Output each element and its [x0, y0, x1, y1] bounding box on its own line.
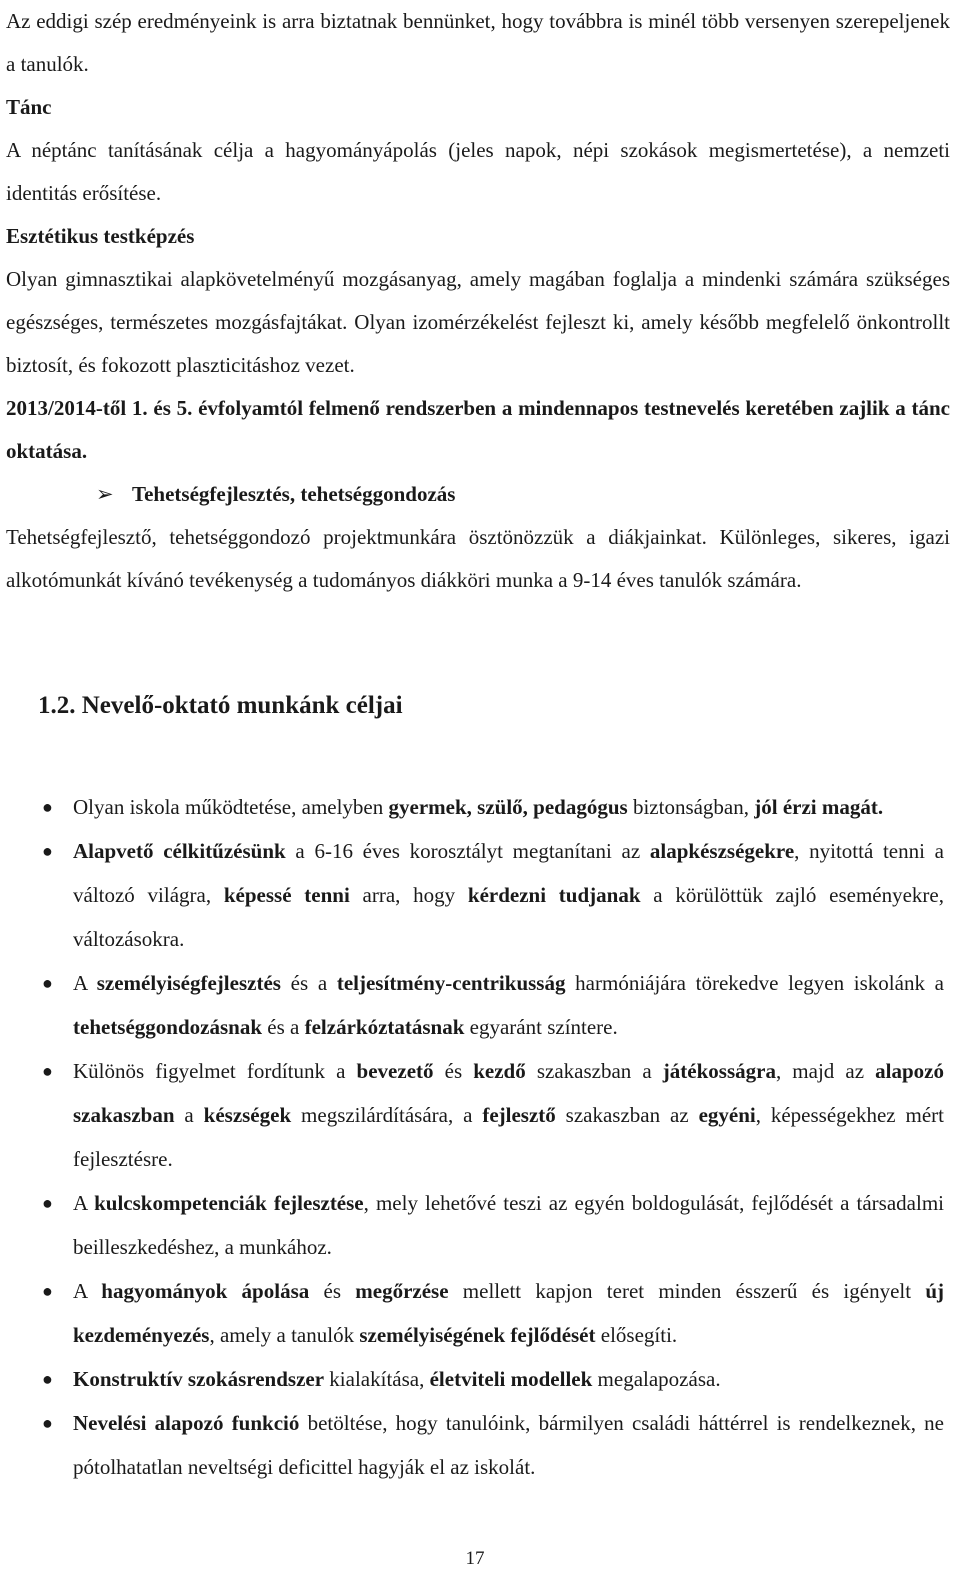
intro-paragraph: Az eddigi szép eredményeink is arra biztatnak bennünket, hogy továbbra is minél több versenyen szerepeljenek a tanulók.	[6, 9, 950, 76]
text-run: és a	[280, 971, 337, 995]
bold-text-run: kérdezni tudjanak	[467, 883, 641, 907]
bullet-dot-icon: ●	[42, 1413, 53, 1433]
bullet-dot-icon: ●	[42, 1369, 53, 1389]
text-run: A	[73, 1279, 102, 1303]
text-run: a 6-16 éves korosztályt megtanítani az	[285, 839, 650, 863]
bold-text-run: alapkészségekre	[649, 839, 795, 863]
bold-text-run: gyermek, szülő, pedagógus	[388, 795, 628, 819]
bold-text-run: új kezdeményezés	[73, 1279, 944, 1347]
bold-text-run: Konstruktív szokásrendszer	[73, 1367, 325, 1391]
text-run: , amely a tanulók	[209, 1323, 360, 1347]
bullet-dot-icon: ●	[42, 841, 53, 861]
heading-tehetsegfejlesztes-text: Tehetségfejlesztés, tehetséggondozás	[132, 482, 456, 506]
list-item	[0, 961, 944, 1049]
text-run: megalapozása.	[592, 1367, 721, 1391]
bold-text-run: Nevelési alapozó funkció	[73, 1411, 300, 1435]
text-run: és	[309, 1279, 356, 1303]
text-run: , majd az	[775, 1059, 876, 1083]
text-run: Olyan iskola működtetése, amelyben	[73, 795, 389, 819]
bullet-dot-icon: ●	[42, 1061, 53, 1081]
text-run: és	[433, 1059, 474, 1083]
list-item	[0, 829, 944, 961]
bold-text-run: kulcskompetenciák fejlesztése	[94, 1191, 364, 1215]
bold-text-run: alapozó szakaszban	[73, 1059, 944, 1127]
heading-tanc: Tánc	[6, 95, 52, 119]
bold-text-run: fejlesztő	[482, 1103, 556, 1127]
text-run: biztonságban,	[627, 795, 755, 819]
text-run: , mely lehetővé teszi az egyén boldogulását, fejlődését a társadalmi beilleszkedéshez, a munkához.	[73, 1191, 944, 1259]
bullet-dot-icon: ●	[42, 973, 53, 993]
list-item	[0, 1269, 944, 1357]
goals-list	[0, 785, 944, 1489]
bullet-dot-icon: ●	[42, 1281, 53, 1301]
text-run: megszilárdítására, a	[291, 1103, 483, 1127]
list-item	[0, 1357, 944, 1401]
bullet-dot-icon: ●	[42, 1193, 53, 1213]
tanc-paragraph: A néptánc tanításának célja a hagyományápolás (jeles napok, népi szokások megismertetése), a nemzeti identitás erősítése.	[6, 138, 950, 205]
text-run: kialakítása,	[324, 1367, 430, 1391]
bold-text-run: Alapvető célkitűzésünk	[73, 839, 286, 863]
bold-text-run: egyéni	[698, 1103, 756, 1127]
list-item	[0, 1049, 944, 1181]
bullet-dot-icon: ●	[42, 797, 53, 817]
bold-text-run: hagyományok ápolása	[101, 1279, 310, 1303]
tehetseg-paragraph: Tehetségfejlesztő, tehetséggondozó projektmunkára ösztönözzük a diákjainkat. Különleges, sikeres, igazi alkotómunkát kívánó tevékenység a tudományos diákköri munka a 9-14 éves tanulók számára.	[6, 525, 950, 592]
list-item	[0, 785, 944, 829]
bold-text-run: tehetséggondozásnak	[73, 1015, 263, 1039]
bold-text-run: teljesítmény-centrikusság	[336, 971, 566, 995]
page-number: 17	[465, 1548, 485, 1569]
text-run: elősegíti.	[595, 1323, 678, 1347]
bold-text-run: bevezető	[356, 1059, 434, 1083]
bold-text-run: jól érzi magát.	[754, 795, 884, 819]
text-run: A	[73, 971, 97, 995]
heading-tehetsegfejlesztes	[6, 473, 950, 516]
bold-text-run: személyiségfejlesztés	[96, 971, 281, 995]
text-run: szakaszban az	[555, 1103, 699, 1127]
text-run: szakaszban a	[525, 1059, 663, 1083]
heading-esztetikus-testkepzes: Esztétikus testképzés	[6, 224, 195, 248]
text-run: és a	[262, 1015, 305, 1039]
text-run: mellett kapjon teret minden ésszerű és igényelt	[448, 1279, 926, 1303]
text-run: A	[73, 1191, 95, 1215]
bold-text-run: személyiségének fejlődését	[359, 1323, 596, 1347]
text-run: , képességekhez mért fejlesztésre.	[73, 1103, 945, 1171]
arrow-bullet-icon: ➢	[96, 482, 114, 506]
bold-text-run: képessé tenni	[223, 883, 350, 907]
bold-text-run: kezdő	[473, 1059, 526, 1083]
text-run: arra, hogy	[349, 883, 468, 907]
section-title: 1.2. Nevelő-oktató munkánk céljai	[38, 692, 403, 719]
document-page	[6, 0, 950, 602]
esztetikus-paragraph: Olyan gimnasztikai alapkövetelményű mozgásanyag, amely magában foglalja a mindenki számára szükséges egészséges, természetes mozgásfajtákat. Olyan izomérzékelést fejleszt ki, amely később megfelelő önkontrollt biztosít, és fokozott plaszticitáshoz vezet.	[6, 267, 950, 377]
text-run: a	[174, 1103, 204, 1127]
list-item	[0, 1181, 944, 1269]
text-run: Különös figyelmet fordítunk a	[73, 1059, 357, 1083]
bold-text-run: életviteli modellek	[429, 1367, 593, 1391]
text-run: harmóniájára törekedve legyen iskolánk a	[565, 971, 944, 995]
bold-text-run: megőrzése	[355, 1279, 449, 1303]
bold-text-run: felzárkóztatásnak	[304, 1015, 465, 1039]
text-run: betöltése, hogy tanulóink, bármilyen családi háttérrel is rendelkeznek, ne pótolhatatlan neveltségi deficittel hagyják el az iskolát.	[73, 1411, 944, 1479]
text-run: , nyitottá tenni a változó világra,	[73, 839, 944, 907]
tanc-oktatas-note: 2013/2014-től 1. és 5. évfolyamtól felmenő rendszerben a mindennapos testnevelés keretében zajlik a tánc oktatása.	[6, 396, 950, 463]
bold-text-run: játékosságra	[662, 1059, 776, 1083]
text-run: a körülöttük zajló eseményekre, változásokra.	[73, 883, 944, 951]
list-item	[0, 1401, 944, 1489]
text-run: egyaránt színtere.	[464, 1015, 618, 1039]
bold-text-run: készségek	[203, 1103, 292, 1127]
